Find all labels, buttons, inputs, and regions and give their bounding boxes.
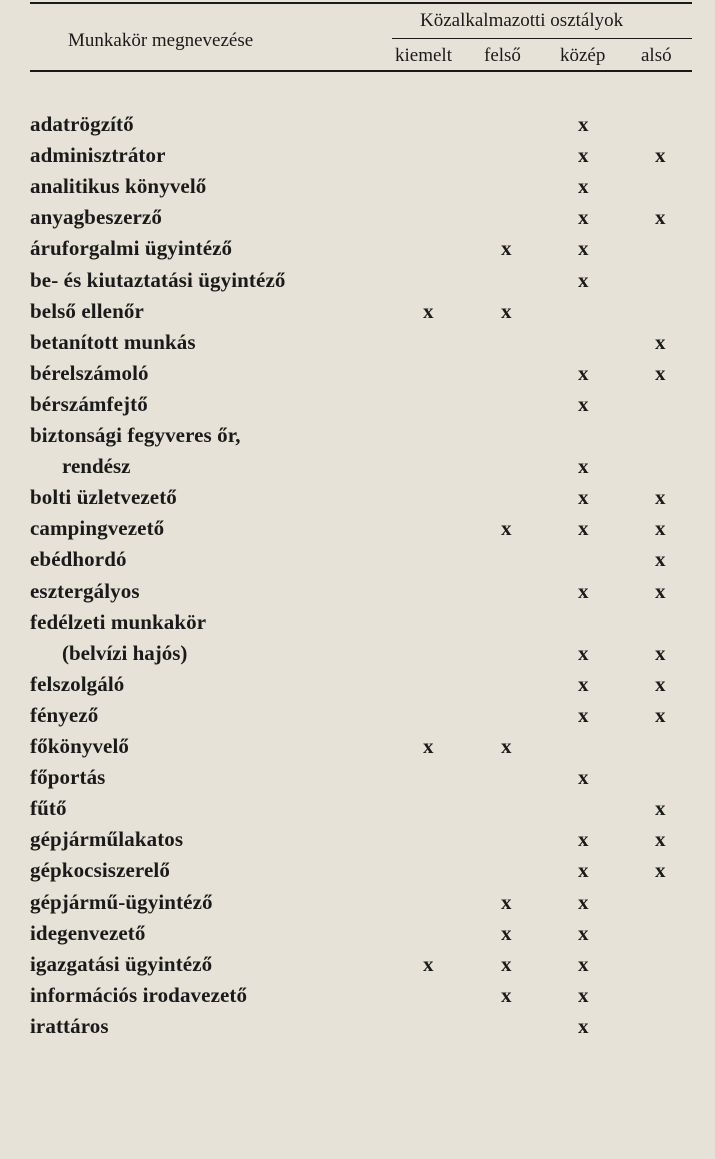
job-title: irattáros — [30, 1013, 109, 1038]
class-mark-közép: x — [578, 360, 589, 385]
table-row — [0, 1014, 715, 1044]
job-title: főportás — [30, 765, 106, 790]
table-row — [0, 952, 715, 982]
class-mark-közép: x — [578, 485, 589, 510]
table-row — [0, 174, 715, 204]
job-title: analitikus könyvelő — [30, 174, 207, 199]
class-mark-felső: x — [501, 982, 512, 1007]
job-title: bérszámfejtő — [30, 391, 148, 416]
class-mark-alsó: x — [655, 360, 666, 385]
job-title: információs irodavezető — [30, 982, 248, 1007]
table-row — [0, 734, 715, 764]
table-row — [0, 299, 715, 329]
job-title: campingvezető — [30, 516, 165, 541]
table-row — [0, 485, 715, 515]
class-mark-közép: x — [578, 858, 589, 883]
job-title: felszolgáló — [30, 671, 125, 696]
job-title: gépjármű-ügyintéző — [30, 889, 213, 914]
class-mark-közép: x — [578, 112, 589, 136]
class-mark-felső: x — [501, 298, 512, 323]
table-row — [0, 361, 715, 391]
class-mark-kiemelt: x — [423, 298, 434, 323]
table-row — [0, 112, 715, 142]
class-mark-felső: x — [501, 889, 512, 914]
class-mark-közép: x — [578, 920, 589, 945]
class-mark-alsó: x — [655, 547, 666, 572]
class-mark-közép: x — [578, 889, 589, 914]
class-mark-felső: x — [501, 951, 512, 976]
class-mark-közép: x — [578, 702, 589, 727]
job-title: belső ellenőr — [30, 298, 144, 323]
table-row — [0, 547, 715, 577]
job-title: fényező — [30, 702, 99, 727]
table-row — [0, 392, 715, 422]
job-title: be- és kiutaztatási ügyintéző — [30, 267, 286, 292]
class-mark-közép: x — [578, 640, 589, 665]
class-mark-közép: x — [578, 205, 589, 230]
table-row — [0, 516, 715, 546]
column-group-header: Közalkalmazotti osztályok — [420, 10, 624, 31]
job-title: fűtő — [30, 796, 67, 821]
class-mark-felső: x — [501, 920, 512, 945]
class-mark-közép: x — [578, 827, 589, 852]
class-mark-közép: x — [578, 174, 589, 199]
class-mark-alsó: x — [655, 671, 666, 696]
class-mark-felső: x — [501, 516, 512, 541]
table-row — [0, 672, 715, 702]
header-rule — [30, 70, 692, 72]
job-title: bolti üzletvezető — [30, 485, 177, 510]
class-mark-közép: x — [578, 765, 589, 790]
table-row — [0, 236, 715, 266]
table-row — [0, 268, 715, 298]
class-mark-közép: x — [578, 578, 589, 603]
table-row — [0, 143, 715, 173]
class-mark-alsó: x — [655, 827, 666, 852]
class-mark-közép: x — [578, 671, 589, 696]
class-mark-közép: x — [578, 1013, 589, 1038]
class-mark-alsó: x — [655, 329, 666, 354]
table-row — [0, 423, 715, 478]
class-mark-alsó: x — [655, 485, 666, 510]
job-title: adatrögzítő — [30, 112, 134, 136]
group-underline — [392, 38, 692, 39]
table-row — [0, 796, 715, 826]
column-header-also: alsó — [641, 45, 672, 66]
table-row — [0, 609, 715, 665]
job-title: igazgatási ügyintéző — [30, 951, 213, 976]
class-mark-közép: x — [578, 143, 589, 168]
job-title: ebédhordó — [30, 547, 127, 572]
job-title-continuation: (belvízi hajós) — [62, 640, 188, 665]
class-mark-alsó: x — [655, 143, 666, 168]
class-mark-közép: x — [578, 982, 589, 1007]
table-row — [0, 858, 715, 888]
column-header-kiemelt: kiemelt — [395, 45, 452, 66]
table-row — [0, 330, 715, 360]
class-mark-kiemelt: x — [423, 951, 434, 976]
table-row — [0, 827, 715, 857]
class-mark-alsó: x — [655, 205, 666, 230]
class-mark-felső: x — [501, 236, 512, 261]
class-mark-alsó: x — [655, 796, 666, 821]
table-row — [0, 579, 715, 609]
job-title: bérelszámoló — [30, 360, 149, 385]
job-title: anyagbeszerző — [30, 205, 162, 230]
table-row — [0, 890, 715, 920]
class-mark-felső: x — [501, 734, 512, 758]
job-title-continuation: rendész — [62, 454, 131, 478]
class-mark-alsó: x — [655, 702, 666, 727]
class-mark-kiemelt: x — [423, 734, 434, 758]
job-title: adminisztrátor — [30, 143, 166, 168]
table-row — [0, 205, 715, 235]
table-row — [0, 921, 715, 951]
class-mark-alsó: x — [655, 578, 666, 603]
table-row — [0, 703, 715, 733]
job-title: biztonsági fegyveres őr, — [30, 423, 241, 447]
class-mark-közép: x — [578, 391, 589, 416]
class-mark-közép: x — [578, 951, 589, 976]
job-title: gépjárműlakatos — [30, 827, 184, 852]
class-mark-közép: x — [578, 267, 589, 292]
class-mark-alsó: x — [655, 640, 666, 665]
class-mark-alsó: x — [655, 516, 666, 541]
class-mark-alsó: x — [655, 858, 666, 883]
class-mark-közép: x — [578, 454, 589, 478]
job-title: főkönyvelő — [30, 734, 130, 758]
table-row — [0, 765, 715, 795]
class-mark-közép: x — [578, 236, 589, 261]
job-title: fedélzeti munkakör — [30, 609, 207, 634]
job-title: gépkocsiszerelő — [30, 858, 170, 883]
table-row — [0, 983, 715, 1013]
column-header-felso: felső — [484, 45, 521, 66]
job-title: esztergályos — [30, 578, 140, 603]
class-mark-közép: x — [578, 516, 589, 541]
top-rule — [30, 2, 692, 4]
job-title: áruforgalmi ügyintéző — [30, 236, 233, 261]
column-header-job-title: Munkakör megnevezése — [68, 30, 254, 51]
job-title: idegenvezető — [30, 920, 146, 945]
column-header-kozep: közép — [560, 45, 606, 66]
job-title: betanított munkás — [30, 329, 196, 354]
